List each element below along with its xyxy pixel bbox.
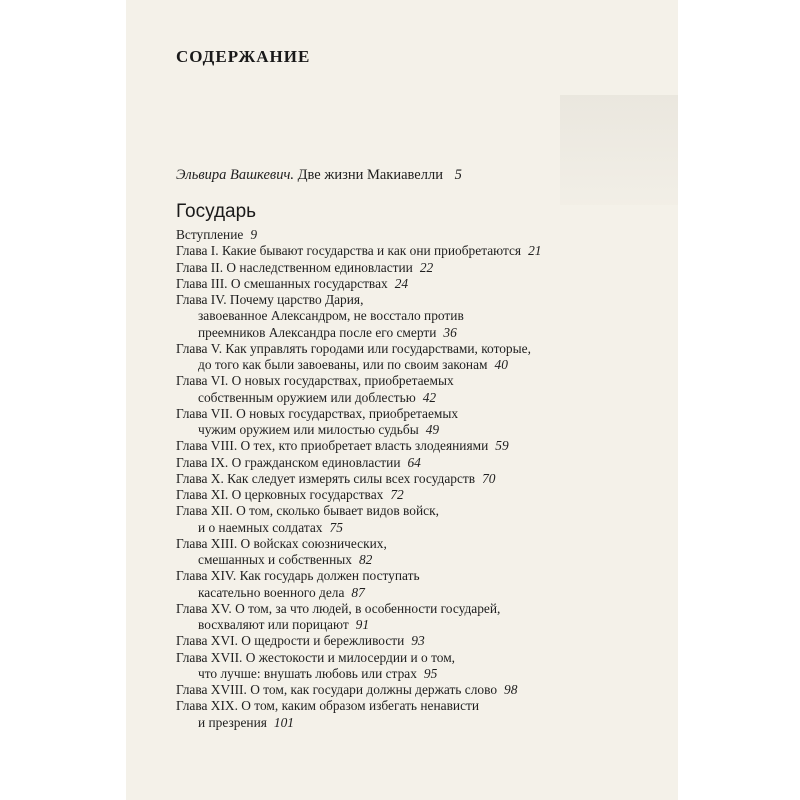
toc-entry — [176, 260, 616, 276]
toc-entry-title — [176, 487, 616, 503]
toc-entry-title — [176, 682, 616, 698]
toc-page-number: 98 — [504, 682, 518, 697]
toc-entry-title — [176, 260, 616, 276]
toc-entry-text: Глава X. Как следует измерять силы всех государств — [176, 470, 476, 486]
bleed-through-shadow — [560, 95, 678, 205]
toc-page-number: 93 — [411, 633, 425, 649]
toc-page-number: 42 — [422, 389, 437, 405]
toc-entry-text: Глава VIII. О тех, кто приобретает власть злодеяниями — [176, 438, 489, 454]
toc-entry — [176, 227, 616, 243]
toc-entry-text: что лучше: внушать любовь или страх — [198, 665, 417, 681]
toc-entry-text: собственным оружием или доблестью — [198, 389, 416, 405]
toc-page-number: 72 — [390, 487, 404, 502]
toc-entry-title — [176, 601, 616, 617]
toc-entry-text: Вступление — [176, 227, 244, 242]
toc-entry — [176, 471, 616, 487]
toc-entry — [176, 341, 616, 374]
toc-entry — [176, 438, 616, 454]
toc-entry-title — [176, 633, 616, 649]
toc-page-number: 91 — [355, 617, 370, 632]
toc-entry — [176, 633, 616, 649]
intro-author: Эльвира Вашкевич. — [176, 167, 294, 183]
toc-page-number: 95 — [423, 665, 438, 681]
toc-page-number: 75 — [329, 519, 343, 535]
toc-entry-title — [176, 503, 616, 519]
toc-entry — [176, 406, 616, 439]
toc-entry — [176, 292, 616, 341]
toc-page-number: 22 — [419, 259, 434, 275]
toc-entry-title — [176, 292, 616, 308]
toc-entry-title — [176, 536, 616, 552]
toc-entry-continuation — [176, 520, 616, 536]
toc-entry-title — [176, 243, 616, 259]
toc-entry — [176, 276, 616, 292]
toc-entry — [176, 487, 616, 503]
toc-entry-text: касательно военного дела — [198, 584, 345, 600]
toc-page-number: 70 — [482, 470, 496, 486]
contents-heading: СОДЕРЖАНИЕ — [176, 47, 311, 66]
toc-page-number: 87 — [351, 584, 365, 600]
toc-entry-text: восхваляют или порицают — [198, 617, 349, 632]
toc-entry-text: Глава I. Какие бывают государства и как они приобретаются — [176, 243, 522, 259]
toc-entry-text: Глава III. О смешанных государствах — [176, 275, 388, 291]
toc-page-number: 59 — [495, 438, 509, 454]
intro-entry — [176, 167, 462, 184]
toc-entry-text: Глава XIX. О том, каким образом избегать ненависти — [176, 698, 480, 714]
intro-title: Две жизни Макиавелли — [297, 167, 443, 183]
toc-page-number: 21 — [528, 243, 542, 259]
toc-entry-text: и презрения — [198, 714, 267, 730]
toc-entry-title — [176, 650, 616, 666]
toc-entry-text: чужим оружием или милостью судьбы — [198, 422, 419, 437]
intro-page-number: 5 — [454, 167, 462, 183]
toc-entry-text: смешанных и собственных — [198, 552, 352, 567]
toc-entry-title — [176, 438, 616, 454]
toc-entry-text: Глава XVII. О жестокости и милосердии и о том, — [176, 649, 456, 665]
toc-entry-continuation — [176, 422, 616, 438]
toc-entry-text: Глава VI. О новых государствах, приобретаемых — [176, 373, 454, 389]
toc-entry-continuation — [176, 666, 616, 682]
toc-page-number: 82 — [358, 552, 373, 567]
toc-entry-continuation — [176, 617, 616, 633]
toc-entry-text: преемников Александра после его смерти — [198, 324, 437, 340]
toc-entry — [176, 650, 616, 683]
toc-entry-continuation — [176, 715, 616, 731]
toc-entry-continuation — [176, 325, 616, 341]
section-title: Государь — [176, 201, 257, 222]
toc-entry — [176, 698, 616, 731]
toc-entry-title — [176, 276, 616, 292]
toc-entry — [176, 601, 616, 634]
toc-page-number: 101 — [273, 714, 294, 730]
toc-entry-text: Глава XI. О церковных государствах — [176, 487, 384, 502]
toc-entry-title — [176, 568, 616, 584]
toc-entry-continuation — [176, 585, 616, 601]
toc-list — [176, 227, 616, 731]
toc-entry-text: Глава XII. О том, сколько бывает видов войск, — [176, 503, 439, 519]
toc-entry-text: и о наемных солдатах — [198, 519, 323, 535]
toc-entry-title — [176, 471, 616, 487]
toc-entry-text: до того как были завоеваны, или по своим законам — [198, 357, 488, 372]
toc-entry-title — [176, 373, 616, 389]
toc-entry-continuation — [176, 357, 616, 373]
toc-entry-text: Глава VII. О новых государствах, приобретаемых — [176, 405, 459, 421]
toc-entry — [176, 536, 616, 569]
toc-entry-continuation — [176, 552, 616, 568]
toc-entry-text: Глава XIII. О войсках союзнических, — [176, 535, 387, 551]
toc-entry-text: Глава XVI. О щедрости и бережливости — [176, 633, 405, 649]
toc-entry — [176, 682, 616, 698]
toc-entry — [176, 568, 616, 601]
toc-entry-title — [176, 227, 616, 243]
toc-page-number: 36 — [443, 324, 457, 340]
toc-page-number: 40 — [494, 357, 508, 372]
toc-entry-text: Глава XVIII. О том, как государи должны держать слово — [176, 682, 498, 697]
toc-entry-text: Глава V. Как управлять городами или государствами, которые, — [176, 340, 531, 356]
toc-page-number: 49 — [425, 422, 440, 437]
toc-entry — [176, 455, 616, 471]
toc-entry-title — [176, 455, 616, 471]
toc-entry-continuation — [176, 308, 616, 324]
toc-entry — [176, 243, 616, 259]
toc-entry — [176, 373, 616, 406]
toc-entry-title — [176, 698, 616, 714]
toc-entry-text: завоеванное Александром, не восстало против — [198, 308, 464, 324]
toc-entry-text: Глава IX. О гражданском единовластии — [176, 454, 401, 470]
toc-entry-text: Глава II. О наследственном единовластии — [176, 259, 413, 275]
toc-page-number: 64 — [407, 454, 421, 470]
toc-entry-continuation — [176, 390, 616, 406]
toc-entry — [176, 503, 616, 536]
toc-entry-title — [176, 341, 616, 357]
toc-page-number: 24 — [394, 275, 409, 291]
toc-page-number: 9 — [250, 227, 258, 242]
toc-entry-text: Глава XIV. Как государь должен поступать — [176, 568, 420, 584]
toc-entry-title — [176, 406, 616, 422]
toc-entry-text: Глава IV. Почему царство Дария, — [176, 292, 364, 307]
toc-entry-text: Глава XV. О том, за что людей, в особенности государей, — [176, 600, 501, 616]
